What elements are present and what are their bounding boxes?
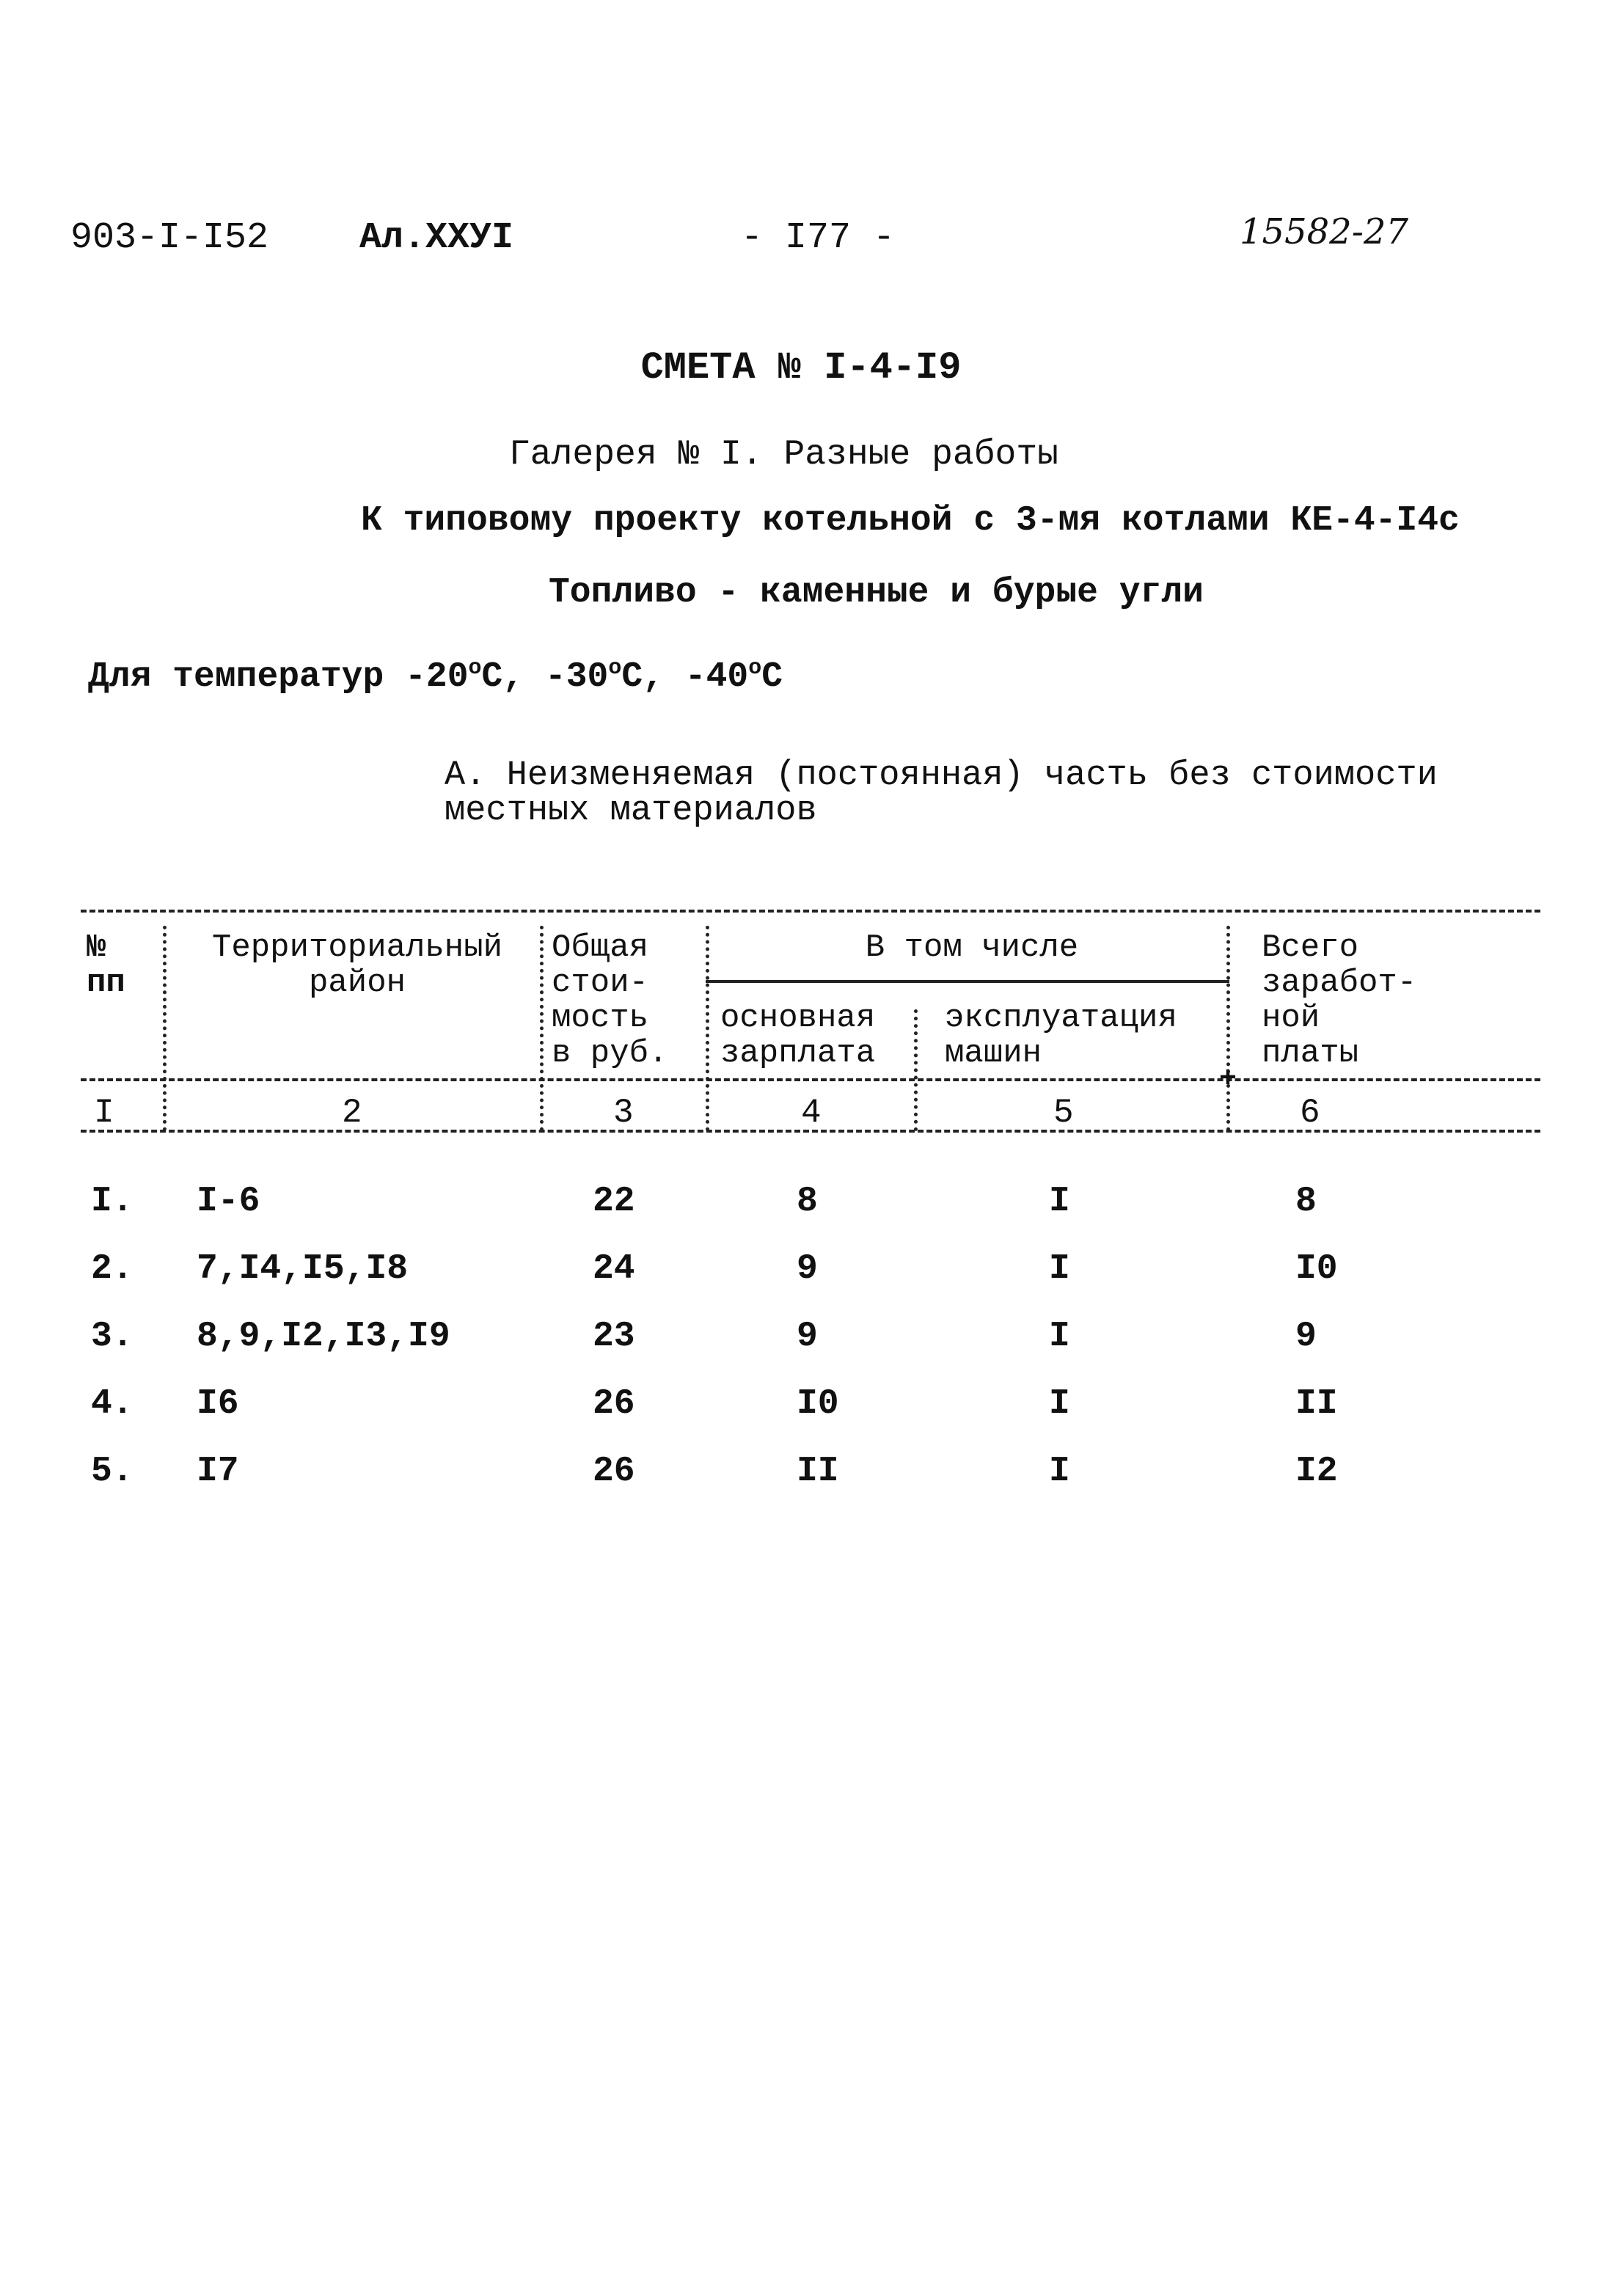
table-header-rule [81,1078,1540,1081]
column-number: 6 [1300,1094,1320,1132]
column-divider [914,1009,918,1131]
column-number: 4 [801,1094,822,1132]
row-total-cost: 23 [593,1317,635,1356]
album-number: Ал.XXУI [359,217,514,259]
row-total-salary: I0 [1295,1249,1338,1289]
handwritten-number: 15582-27 [1240,211,1408,252]
temperatures-prefix: Для температур [88,657,384,697]
column-number: I [94,1094,114,1132]
project-subtitle: К типовому проекту котельной с 3-мя котлами КЕ-4-I4с [361,501,1460,541]
row-machine-operation: I [1049,1317,1070,1356]
row-region: 7,I4,I5,I8 [197,1249,409,1289]
subheader-rule [706,980,1229,983]
column-divider [706,926,709,1131]
row-total-cost: 26 [593,1384,635,1424]
row-basic-salary: 8 [797,1182,818,1221]
row-machine-operation: I [1049,1182,1070,1221]
row-region: 8,9,I2,I3,I9 [197,1317,450,1356]
row-machine-operation: I [1049,1452,1070,1491]
column-divider [1226,926,1230,1131]
part-a-heading: А. Неизменяемая (постоянная) часть без стоимости местных материалов [445,756,1438,830]
row-total-salary: 8 [1295,1182,1317,1221]
column-number: 2 [342,1094,362,1132]
row-basic-salary: I0 [797,1384,839,1424]
header-basic-salary: основная зарплата [720,1000,876,1072]
row-total-salary: 9 [1295,1317,1317,1356]
header-total-cost: Общая стои- мость в руб. [552,929,668,1072]
row-region: I7 [197,1452,239,1491]
temp-2: $-30^оС$ [544,656,643,697]
row-region: I6 [197,1384,239,1424]
header-including: В том числе [865,929,1079,966]
column-divider [540,926,544,1131]
fuel-subtitle: Топливо - каменные и бурые угли [549,573,1204,613]
header-region: Территориальный район [211,929,503,1001]
row-number: I. [91,1182,134,1221]
row-number: 2. [91,1249,134,1289]
temperatures-line: Для температур $-20^оС$, $-30^оС$, $-40^оС$ [88,656,783,697]
table-top-rule [81,910,1540,913]
row-region: I-6 [197,1182,260,1221]
page-number: - I77 - [741,217,896,259]
temp-3: $-40^оС$ [684,656,783,697]
row-machine-operation: I [1049,1384,1070,1424]
row-number: 5. [91,1452,134,1491]
temp-1: $-20^оС$ [405,656,503,697]
row-number: 4. [91,1384,134,1424]
row-total-salary: II [1295,1384,1338,1424]
estimate-title: СМЕТА № I-4-I9 [640,346,962,390]
row-basic-salary: 9 [797,1317,818,1356]
row-total-salary: I2 [1295,1452,1338,1491]
column-number: 3 [613,1094,634,1132]
row-total-cost: 22 [593,1182,635,1221]
project-code: 903-I-I52 [70,217,269,259]
header-number: № пп [87,929,125,1001]
gallery-subtitle: Галерея № I. Разные работы [509,435,1058,475]
row-basic-salary: 9 [797,1249,818,1289]
rule-cross: + [1219,1063,1237,1096]
row-basic-salary: II [797,1452,839,1491]
row-number: 3. [91,1317,134,1356]
header-total-salary: Всего заработ- ной платы [1262,929,1417,1072]
row-total-cost: 26 [593,1452,635,1491]
row-total-cost: 24 [593,1249,635,1289]
column-divider [163,926,167,1131]
row-machine-operation: I [1049,1249,1070,1289]
column-number: 5 [1053,1094,1074,1132]
header-machine-operation: эксплуатация машин [945,1000,1177,1072]
